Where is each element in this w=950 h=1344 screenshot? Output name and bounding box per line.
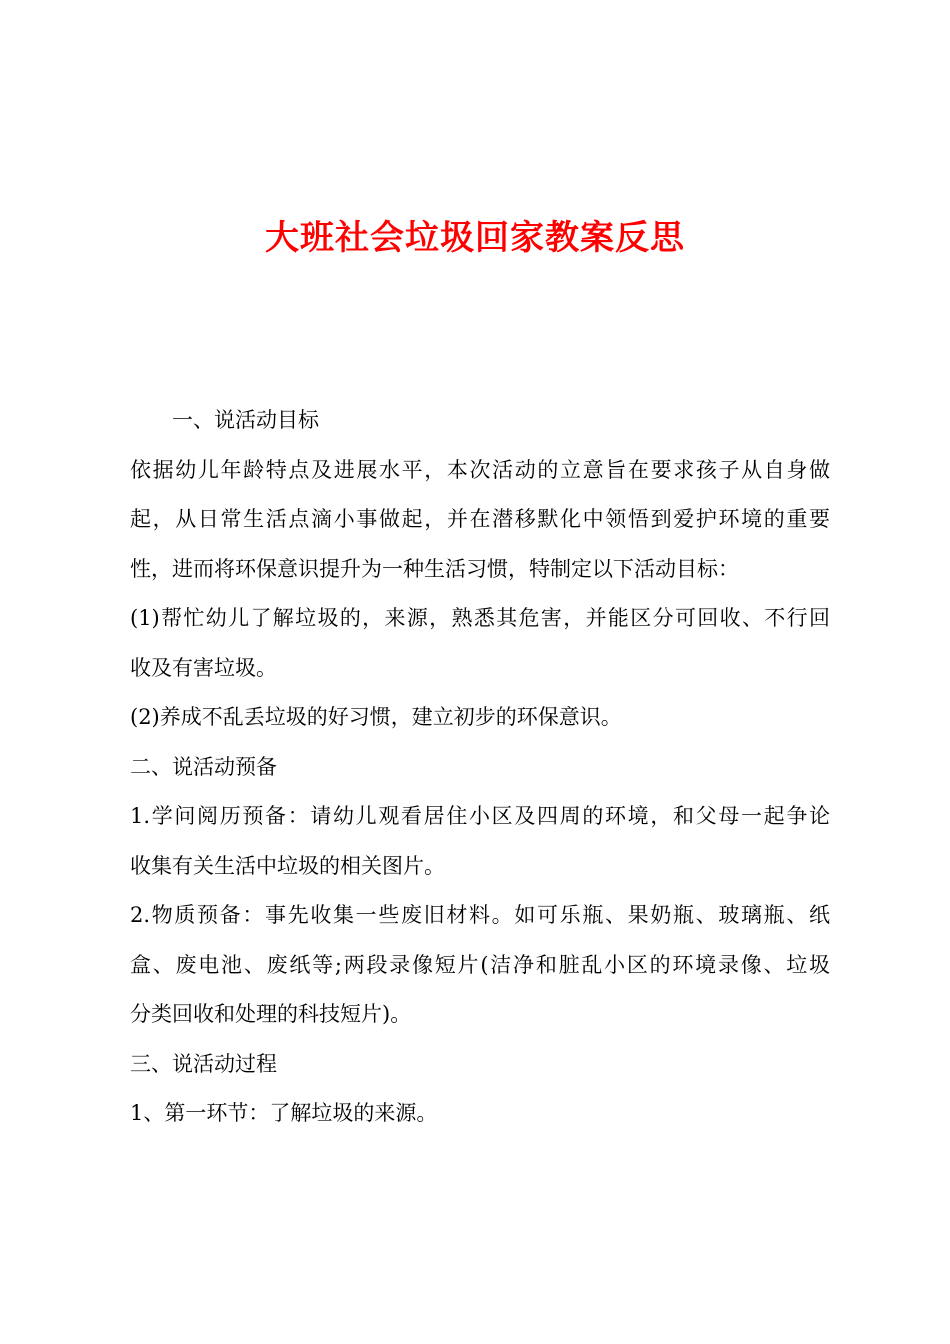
section-heading-process: 三、说活动过程 bbox=[130, 1051, 277, 1076]
section-heading-goals: 一、说活动目标 bbox=[172, 408, 319, 432]
paragraph-line: 收及有害垃圾。 bbox=[130, 655, 277, 680]
paragraph-line: (1)帮忙幼儿了解垃圾的，来源，熟悉其危害，并能区分可回收、不行回 bbox=[130, 606, 830, 630]
paragraph-line: 1、第一环节：了解垃圾的来源。 bbox=[130, 1101, 438, 1125]
document-title: 大班社会垃圾回家教案反思 bbox=[265, 218, 685, 258]
paragraph-line: 起，从日常生活点滴小事做起，并在潜移默化中领悟到爱护环境的重要 bbox=[130, 507, 830, 531]
document-body bbox=[130, 396, 830, 1139]
paragraph-line: 2.物质预备：事先收集一些废旧材料。如可乐瓶、果奶瓶、玻璃瓶、纸 bbox=[130, 903, 830, 927]
paragraph-line: (2)养成不乱丢垃圾的好习惯，建立初步的环保意识。 bbox=[130, 705, 622, 729]
section-heading-preparation: 二、说活动预备 bbox=[130, 754, 277, 779]
paragraph-line: 依据幼儿年龄特点及进展水平，本次活动的立意旨在要求孩子从自身做 bbox=[130, 457, 830, 482]
paragraph-line: 性，进而将环保意识提升为一种生活习惯，特制定以下活动目标： bbox=[130, 556, 739, 581]
paragraph-line: 盒、废电池、废纸等;两段录像短片(洁净和脏乱小区的环境录像、垃圾 bbox=[130, 952, 830, 977]
paragraph-line: 收集有关生活中垃圾的相关图片。 bbox=[130, 853, 445, 878]
paragraph-line: 1.学问阅历预备：请幼儿观看居住小区及四周的环境，和父母一起争论 bbox=[130, 804, 830, 828]
paragraph-line: 分类回收和处理的科技短片)。 bbox=[130, 1002, 412, 1026]
